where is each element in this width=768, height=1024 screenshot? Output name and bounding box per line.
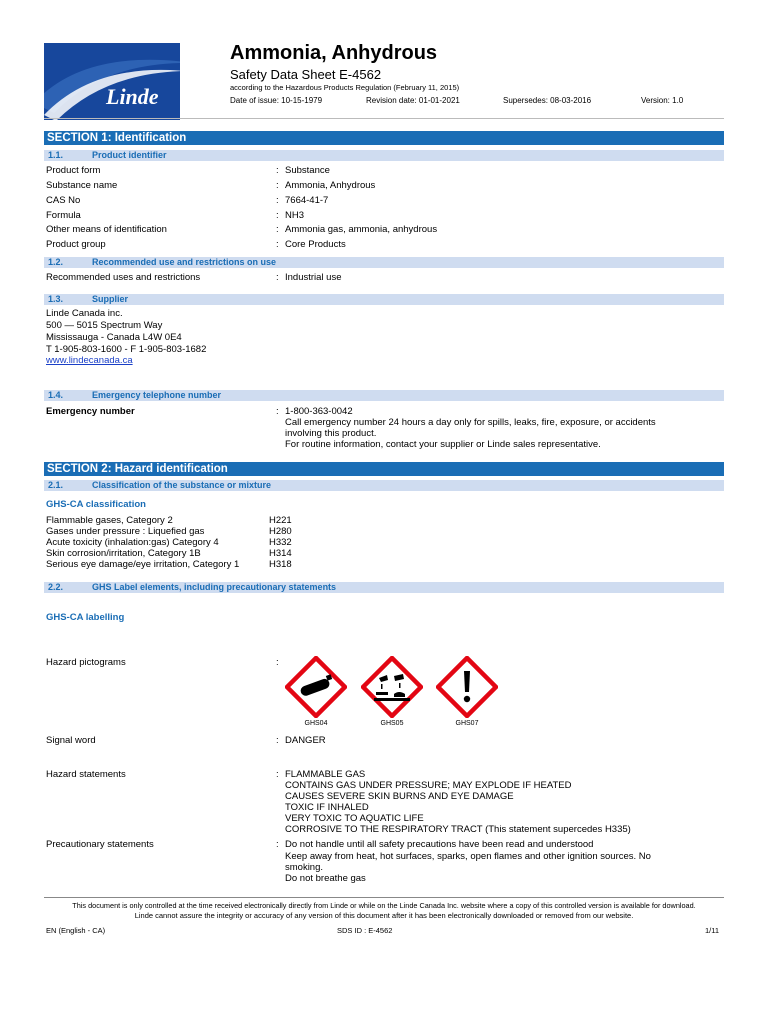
other-identification-label: Other means of identification bbox=[46, 224, 167, 235]
subsection-number: 1.4. bbox=[48, 390, 64, 400]
emergency-number-label: Emergency number bbox=[46, 406, 135, 417]
classification-name: Skin corrosion/irritation, Category 1B bbox=[46, 548, 201, 559]
ghs-ca-labelling-heading: GHS-CA labelling bbox=[46, 612, 125, 623]
substance-name-value: Ammonia, Anhydrous bbox=[285, 180, 376, 191]
classification-name: Gases under pressure : Liquefied gas bbox=[46, 526, 205, 537]
subsection-number: 1.1. bbox=[48, 150, 64, 160]
footer-note-1: This document is only controlled at the time received electronically directly from Linde or while on the Linde Canada Inc. website where a copy of this controlled version is available for download. bbox=[72, 901, 696, 910]
classification-name: Serious eye damage/eye irritation, Category 1 bbox=[46, 559, 240, 570]
pictogram-caption: GHS07 bbox=[455, 720, 479, 727]
precautionary-statement: Keep away from heat, hot surfaces, sparks, open flames and other ignition sources. No bbox=[285, 851, 651, 862]
footer-divider bbox=[44, 897, 724, 898]
classification-name: Acute toxicity (inhalation:gas) Category 4 bbox=[46, 537, 219, 548]
supersedes: Supersedes: 08-03-2016 bbox=[503, 96, 592, 105]
exclamation-icon bbox=[436, 656, 498, 718]
emergency-phone: 1-800-363-0042 bbox=[285, 406, 353, 417]
ghs-ca-classification-heading: GHS-CA classification bbox=[46, 499, 146, 510]
supplier-website-link[interactable]: www.lindecanada.ca bbox=[46, 355, 133, 366]
subsection-title: Supplier bbox=[92, 294, 129, 304]
classification-code: H314 bbox=[269, 548, 292, 559]
hazard-statement: CAUSES SEVERE SKIN BURNS AND EYE DAMAGE bbox=[285, 791, 514, 802]
emergency-line-3: involving this product. bbox=[285, 428, 377, 439]
emergency-line-4: For routine information, contact your supplier or Linde sales representative. bbox=[285, 439, 601, 450]
precautionary-statement: smoking. bbox=[285, 862, 324, 873]
signal-word-value: DANGER bbox=[285, 735, 326, 746]
subsection-1-2 bbox=[44, 257, 724, 268]
subsection-2-2 bbox=[44, 582, 724, 593]
subsection-title: Recommended use and restrictions on use bbox=[92, 257, 277, 267]
recommended-use-value: Industrial use bbox=[285, 272, 342, 283]
version: Version: 1.0 bbox=[641, 96, 684, 105]
classification-code: H318 bbox=[269, 559, 292, 570]
footer-sds-id: SDS ID : E-4562 bbox=[337, 926, 393, 935]
product-group-value: Core Products bbox=[285, 239, 346, 250]
footer-note-2: Linde cannot assure the integrity or accuracy of any version of this document after it has been electronically downloaded or removed from our website. bbox=[134, 911, 634, 920]
subsection-title: Emergency telephone number bbox=[92, 390, 222, 400]
subsection-number: 2.1. bbox=[48, 480, 64, 490]
section-1-title: SECTION 1: Identification bbox=[47, 132, 187, 144]
gas-cylinder-icon bbox=[285, 656, 347, 718]
hazard-statements-label: Hazard statements bbox=[46, 769, 126, 780]
subsection-title: Product identifier bbox=[92, 150, 167, 160]
hazard-pictograms-label: Hazard pictograms bbox=[46, 657, 126, 668]
recommended-use-label: Recommended uses and restrictions bbox=[46, 272, 201, 283]
supplier-city: Mississauga - Canada L4W 0E4 bbox=[46, 332, 182, 343]
formula-value: NH3 bbox=[285, 210, 305, 221]
subsection-title: Classification of the substance or mixture bbox=[92, 480, 272, 490]
subsection-number: 1.3. bbox=[48, 294, 64, 304]
substance-name-label: Substance name bbox=[46, 180, 118, 191]
hazard-statement: FLAMMABLE GAS bbox=[285, 769, 366, 780]
linde-logo bbox=[44, 43, 180, 120]
subsection-2-1 bbox=[44, 480, 724, 491]
pictogram-caption: GHS05 bbox=[380, 720, 404, 727]
subsection-title: GHS Label elements, including precautionary statements bbox=[92, 582, 337, 592]
precautionary-statement: Do not breathe gas bbox=[285, 873, 366, 884]
footer-page-number: 1/11 bbox=[705, 926, 720, 935]
supplier-name: Linde Canada inc. bbox=[46, 308, 123, 319]
subsection-1-4 bbox=[44, 390, 724, 401]
supplier-phone-fax: T 1-905-803-1600 - F 1-905-803-1682 bbox=[46, 344, 207, 355]
product-form-value: Substance bbox=[285, 165, 330, 176]
section-2-header bbox=[44, 462, 724, 476]
footer-language: EN (English - CA) bbox=[46, 926, 106, 935]
document-subtitle: Safety Data Sheet E-4562 bbox=[230, 67, 382, 82]
subsection-number: 1.2. bbox=[48, 257, 64, 267]
section-1-header bbox=[44, 131, 724, 145]
product-form-label: Product form bbox=[46, 165, 101, 176]
regulation-note: according to the Hazardous Products Regulation (February 11, 2015) bbox=[230, 83, 460, 92]
product-group-label: Product group bbox=[46, 239, 106, 250]
precautionary-statements-label: Precautionary statements bbox=[46, 839, 154, 850]
hazard-statement: CORROSIVE TO THE RESPIRATORY TRACT (This statement supercedes H335) bbox=[285, 824, 631, 835]
corrosion-icon bbox=[361, 656, 423, 718]
hazard-statement: TOXIC IF INHALED bbox=[285, 802, 369, 813]
emergency-line-2: Call emergency number 24 hours a day only for spills, leaks, fire, exposure, or accidents bbox=[285, 417, 656, 428]
signal-word-label: Signal word bbox=[46, 735, 96, 746]
formula-label: Formula bbox=[46, 210, 81, 221]
other-identification-value: Ammonia gas, ammonia, anhydrous bbox=[285, 224, 438, 235]
subsection-number: 2.2. bbox=[48, 582, 64, 592]
header-divider bbox=[44, 118, 724, 119]
classification-code: H332 bbox=[269, 537, 292, 548]
date-of-issue: Date of issue: 10-15-1979 bbox=[230, 96, 323, 105]
classification-name: Flammable gases, Category 2 bbox=[46, 515, 173, 526]
precautionary-statement: Do not handle until all safety precautions have been read and understood bbox=[285, 839, 594, 850]
pictogram-caption: GHS04 bbox=[304, 720, 328, 727]
classification-code: H221 bbox=[269, 515, 292, 526]
cas-no-value: 7664-41-7 bbox=[285, 195, 329, 206]
hazard-statement: CONTAINS GAS UNDER PRESSURE; MAY EXPLODE IF HEATED bbox=[285, 780, 572, 791]
supplier-address: 500 — 5015 Spectrum Way bbox=[46, 320, 163, 331]
logo-text: Linde bbox=[106, 84, 159, 109]
section-2-title: SECTION 2: Hazard identification bbox=[47, 463, 228, 475]
hazard-statement: VERY TOXIC TO AQUATIC LIFE bbox=[285, 813, 424, 824]
cas-no-label: CAS No bbox=[46, 195, 81, 206]
classification-code: H280 bbox=[269, 526, 292, 537]
revision-date: Revision date: 01-01-2021 bbox=[366, 96, 460, 105]
subsection-1-3 bbox=[44, 294, 724, 305]
product-title: Ammonia, Anhydrous bbox=[230, 42, 438, 64]
subsection-1-1 bbox=[44, 150, 724, 161]
